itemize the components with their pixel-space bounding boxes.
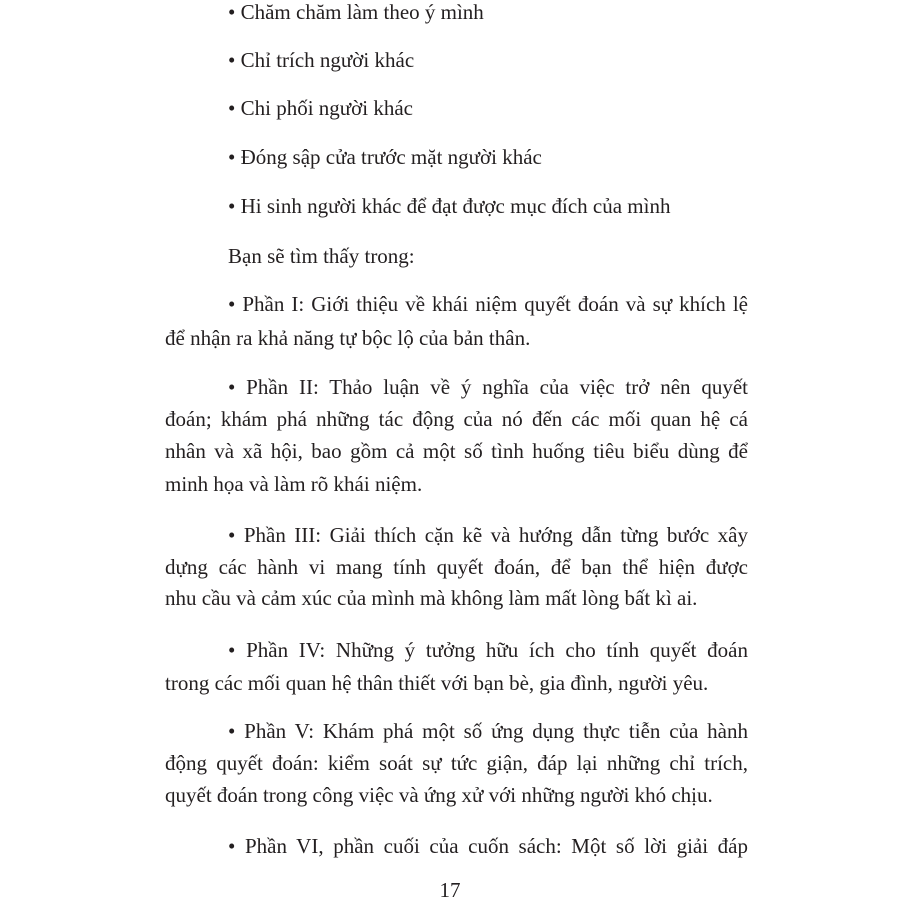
part-1-line: • Phần I: Giới thiệu về khái niệm quyết đoán và sự khích lệ	[228, 292, 748, 316]
part-5-line: động quyết đoán: kiểm soát sự tức giận, đáp lại những chỉ trích,	[165, 751, 748, 775]
part-2-line: nhân và xã hội, bao gồm cả một số tình huống tiêu biểu dùng để	[165, 439, 748, 463]
part-1-line: để nhận ra khả năng tự bộc lộ của bản thân.	[165, 326, 531, 350]
part-4-line: • Phần IV: Những ý tưởng hữu ích cho tính quyết đoán	[228, 638, 748, 662]
part-4-line: trong các mối quan hệ thân thiết với bạn bè, gia đình, người yêu.	[165, 671, 709, 695]
part-2-line: đoán; khám phá những tác động của nó đến các mối quan hệ cá	[165, 407, 748, 431]
part-5-line: quyết đoán trong công việc và ứng xử với những người khó chịu.	[165, 783, 713, 807]
part-5-line: • Phần V: Khám phá một số ứng dụng thực tiễn của hành	[228, 719, 748, 743]
part-2-line: minh họa và làm rõ khái niệm.	[165, 472, 423, 496]
bullet-item: • Đóng sập cửa trước mặt người khác	[228, 145, 542, 169]
bullet-item: • Chăm chăm làm theo ý mình	[228, 0, 484, 24]
part-6-line: • Phần VI, phần cuối của cuốn sách: Một số lời giải đáp	[228, 834, 748, 858]
bullet-item: • Chỉ trích người khác	[228, 48, 415, 72]
part-2-line: • Phần II: Thảo luận về ý nghĩa của việc trở nên quyết	[228, 375, 748, 399]
page-number: 17	[439, 878, 461, 902]
bullet-item: • Chi phối người khác	[228, 96, 413, 120]
part-3-line: dựng các hành vi mang tính quyết đoán, để bạn thể hiện được	[165, 555, 748, 579]
intro-text: Bạn sẽ tìm thấy trong:	[228, 244, 415, 268]
bullet-item: • Hi sinh người khác để đạt được mục đích của mình	[228, 194, 671, 218]
part-3-line: • Phần III: Giải thích cặn kẽ và hướng dẫn từng bước xây	[228, 523, 748, 547]
part-3-line: nhu cầu và cảm xúc của mình mà không làm mất lòng bất kì ai.	[165, 586, 698, 610]
